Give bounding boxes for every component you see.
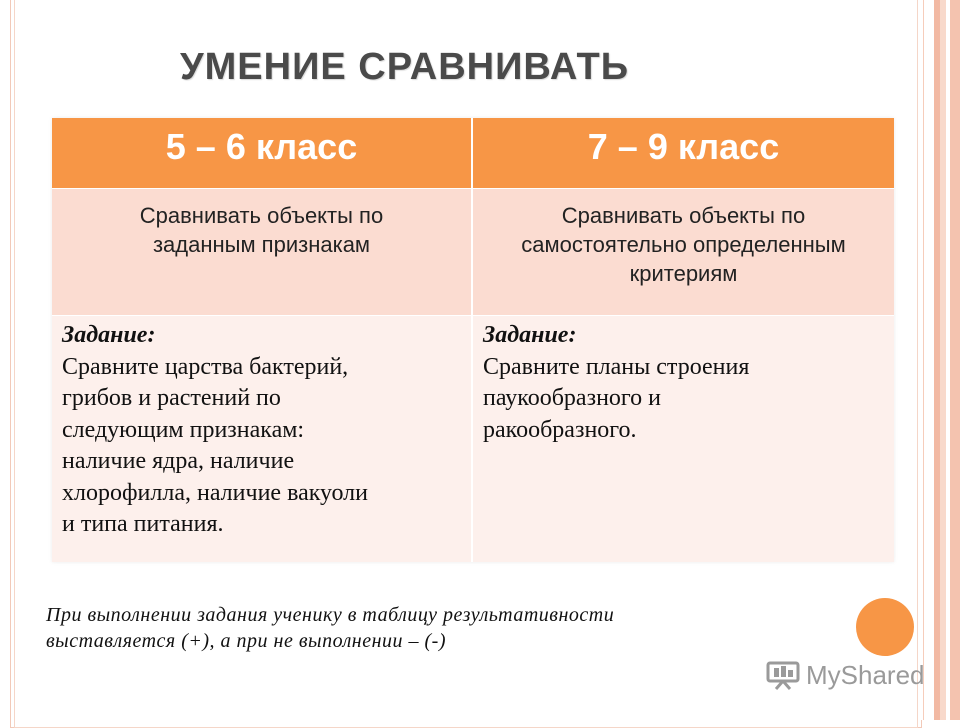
- task-line: Сравните планы строения: [483, 353, 750, 380]
- slide-title: УМЕНИЕ СРАВНИВАТЬ: [180, 46, 630, 88]
- presentation-icon: [766, 660, 800, 690]
- decorative-circle: [856, 598, 914, 656]
- comparison-table: [52, 118, 894, 562]
- watermark-text: MyShared: [806, 659, 925, 690]
- task-cell-5-6: [52, 316, 471, 562]
- task-line: следующим признакам:: [62, 416, 305, 443]
- skill-cell-5-6: [52, 189, 471, 315]
- myshared-logo[interactable]: [766, 658, 925, 692]
- skill-line: Сравнивать объекты по: [139, 203, 384, 228]
- skill-line: критериям: [629, 261, 738, 286]
- skill-line: Сравнивать объекты по: [561, 203, 806, 228]
- skill-line: заданным признакам: [152, 232, 371, 257]
- assessment-note: [46, 602, 846, 654]
- task-line: наличие ядра, наличие: [62, 448, 295, 474]
- task-line: и типа питания.: [62, 511, 224, 537]
- note-line: При выполнении задания ученику в таблицу результативности: [46, 604, 615, 626]
- task-label: Задание:: [483, 322, 577, 348]
- task-line: паукообразного и: [483, 385, 661, 411]
- skill-cell-7-9: [473, 189, 894, 315]
- decorative-stripes: [920, 0, 960, 720]
- task-cell-7-9: [473, 316, 894, 562]
- task-line: грибов и растений по: [62, 385, 281, 411]
- task-line: ракообразного.: [483, 416, 637, 443]
- column-header-5-6: 5 – 6 класс: [52, 118, 471, 188]
- task-line: Сравните царства бактерий,: [62, 353, 349, 380]
- column-header-7-9: 7 – 9 класс: [473, 118, 894, 188]
- task-label: Задание:: [62, 322, 156, 348]
- note-line: выставляется (+), а при не выполнении – (-): [46, 630, 446, 652]
- task-line: хлорофилла, наличие вакуоли: [62, 479, 368, 506]
- skill-line: самостоятельно определенным: [521, 232, 846, 257]
